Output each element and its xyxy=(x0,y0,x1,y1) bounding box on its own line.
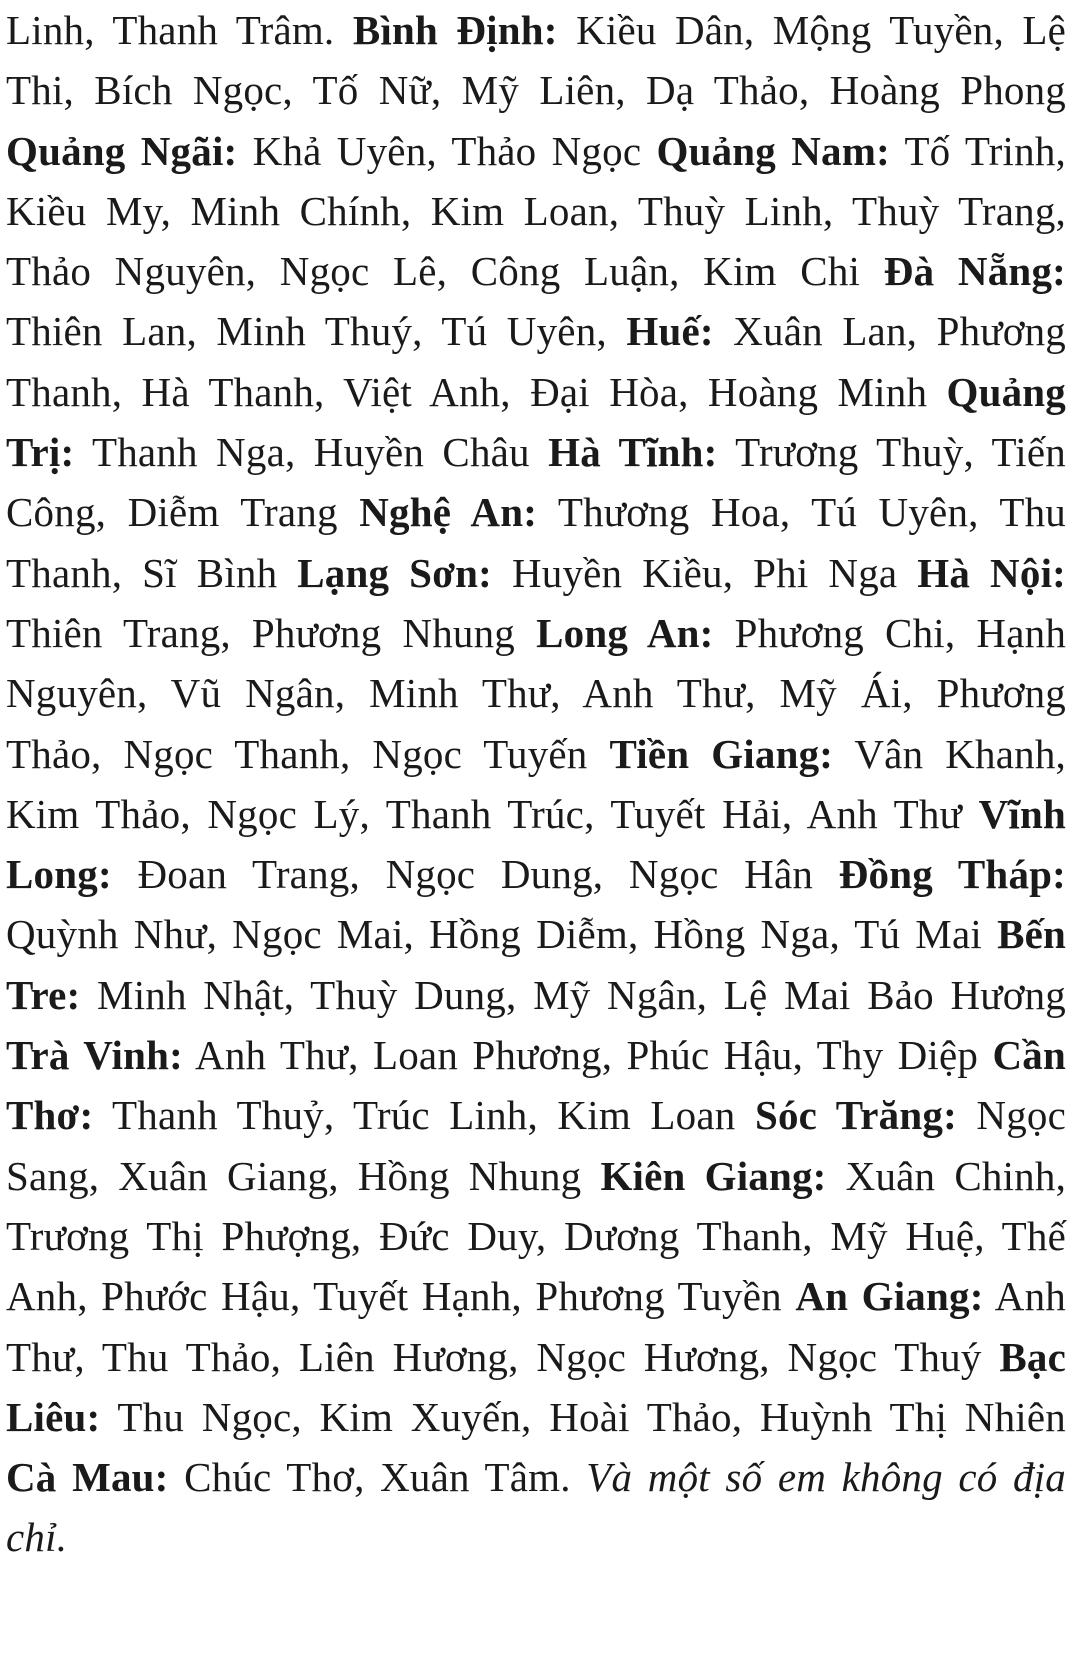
province-label: Bình Định: xyxy=(352,7,558,53)
province-label: Lạng Sơn: xyxy=(297,549,492,596)
closing-note: Và một số em không có địa chỉ. xyxy=(6,1454,1067,1561)
province-names: Thương Hoa, Tú Uyên, Thu Thanh, Sĩ Bình xyxy=(6,489,1067,596)
province-names: Huyền Kiều, Phi Nga xyxy=(511,549,898,596)
province-label: Kiên Giang: xyxy=(600,1152,827,1199)
province-label: Hà Nội: xyxy=(917,549,1067,596)
province-label: Nghệ An: xyxy=(359,489,538,536)
lead-names: Linh, Thanh Trâm. xyxy=(6,7,335,53)
province-names: Anh Thư, Loan Phương, Phúc Hậu, Thy Diệp xyxy=(195,1032,979,1079)
province-names: Vân Khanh, Kim Thảo, Ngọc Lý, Thanh Trúc, Tuyết Hải, Anh Thư xyxy=(6,730,1066,837)
province-label: Bến Tre: xyxy=(6,911,1067,1018)
province-label: Quảng Ngãi: xyxy=(6,127,238,174)
province-names: Chúc Thơ, Xuân Tâm. xyxy=(184,1454,571,1501)
province-label: Hà Tĩnh: xyxy=(548,429,718,476)
province-names: Phương Chi, Hạnh Nguyên, Vũ Ngân, Minh Thư, Anh Thư, Mỹ Ái, Phương Thảo, Ngọc Thanh, Ngọc Tuyến xyxy=(6,609,1067,777)
province-names: Đoan Trang, Ngọc Dung, Ngọc Hân xyxy=(137,851,814,898)
province-names: Kiều Dân, Mộng Tuyền, Lệ Thi, Bích Ngọc, Tố Nữ, Mỹ Liên, Dạ Thảo, Hoàng Phong xyxy=(6,7,1066,114)
province-label: Trà Vinh: xyxy=(6,1032,183,1079)
province-label: Quảng Trị: xyxy=(6,368,1067,476)
province-names: Ngọc Sang, Xuân Giang, Hồng Nhung xyxy=(6,1092,1067,1199)
province-label: Tiền Giang: xyxy=(609,730,834,777)
province-names: Tố Trinh, Kiều My, Minh Chính, Kim Loan, Thuỳ Linh, Thuỳ Trang, Thảo Nguyên, Ngọc Lê, Công Luận, Kim Chi xyxy=(6,127,1066,295)
province-label: Đồng Tháp: xyxy=(838,851,1066,898)
province-names: Thiên Trang, Phương Nhung xyxy=(6,609,516,656)
province-label: Sóc Trăng: xyxy=(754,1092,957,1139)
province-names: Xuân Chinh, Trương Thị Phượng, Đức Duy, Dương Thanh, Mỹ Huệ, Thế Anh, Phước Hậu, Tuyết Hạnh, Phương Tuyền xyxy=(6,1152,1067,1320)
document-page xyxy=(6,0,1066,1568)
province-names: Khả Uyên, Thảo Ngọc xyxy=(252,127,642,174)
province-names: Anh Thư, Thu Thảo, Liên Hương, Ngọc Hương, Ngọc Thuý xyxy=(6,1273,1067,1380)
province-label: Đà Nẵng: xyxy=(883,248,1066,295)
province-label: Quảng Nam: xyxy=(656,127,890,174)
province-label: Vĩnh Long: xyxy=(6,790,1066,898)
province-names: Minh Nhật, Thuỳ Dung, Mỹ Ngân, Lệ Mai Bảo Hương xyxy=(97,971,1066,1018)
province-names: Trương Thuỳ, Tiến Công, Diễm Trang xyxy=(6,429,1066,536)
province-label: An Giang: xyxy=(795,1273,984,1320)
province-label: Bạc Liêu: xyxy=(6,1333,1067,1440)
province-label: Long An: xyxy=(536,609,714,656)
province-names: Xuân Lan, Phương Thanh, Hà Thanh, Việt Anh, Đại Hòa, Hoàng Minh xyxy=(6,308,1067,415)
province-label: Huế: xyxy=(626,308,714,355)
province-names: Thiên Lan, Minh Thuý, Tú Uyên, xyxy=(6,308,607,355)
province-names: Quỳnh Như, Ngọc Mai, Hồng Diễm, Hồng Nga, Tú Mai xyxy=(6,911,982,958)
province-names: Thu Ngọc, Kim Xuyến, Hoài Thảo, Huỳnh Thị Nhiên xyxy=(117,1393,1066,1440)
province-names: Thanh Thuỷ, Trúc Linh, Kim Loan xyxy=(112,1092,736,1139)
province-label: Cà Mau: xyxy=(6,1454,169,1501)
recipient-list-paragraph xyxy=(6,0,1066,1568)
province-names: Thanh Nga, Huyền Châu xyxy=(91,429,530,476)
province-label: Cần Thơ: xyxy=(6,1032,1066,1139)
